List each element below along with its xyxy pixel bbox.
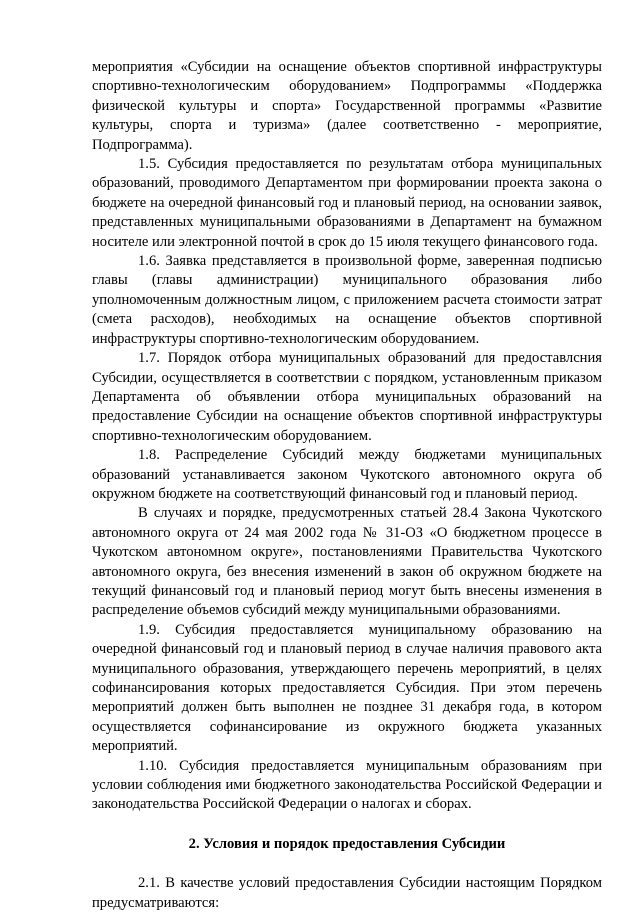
paragraph-1-8: 1.8. Распределение Субсидий между бюджетами муниципальных образований устанавливается законом Чукотского автономного округа об окружном бюджете на соответствующий финансовый год и плановый период. (92, 447, 602, 502)
section-title: 2. Условия и порядок предоставления Субсидии (188, 835, 506, 852)
paragraph-1-6: 1.6. Заявка представляется в произвольной форме, заверенная подписью главы (главы администрации) муниципального образования либо уполномоченным должностным лицом, с приложением расчета стоимости затрат (смета расходов), необходимых на оснащение объектов спортивной инфраструктуры спортивно-технологическим оборудованием. (92, 253, 602, 347)
paragraph-2-1: 2.1. В качестве условий предоставления Субсидии настоящим Порядком предусматриваются: (92, 875, 602, 911)
paragraph-intro-continued: мероприятия «Субсидии на оснащение объектов спортивной инфраструктуры спортивно-технологическим оборудованием» Подпрограммы «Поддержка физической культуры и спорта» Государственной программы «Развитие культуры, спорта и туризма» (далее соответственно - мероприятие, Подпрограмма). (92, 59, 602, 153)
paragraphs-top (92, 58, 602, 815)
paragraph-1-8-cases: В случаях и порядке, предусмотренных статьей 28.4 Закона Чукотского автономного округа от 24 мая 2002 года № 31-ОЗ «О бюджетном процессе в Чукотском автономном округе», постановлениями Правительства Чукотского автономного округа, без внесения изменений в закон об окружном бюджете на текущий финансовый год и плановый период могут быть внесены изменения в распределение объемов субсидий между муниципальными образованиями. (92, 505, 602, 619)
paragraph-1-5: 1.5. Субсидия предоставляется по результатам отбора муниципальных образований, проводимого Департаментом при формировании проекта закона о бюджете на очередной финансовый год и плановый период, на основании заявок, представленных муниципальными образованиями в Департамент на бумажном носителе или электронной почтой в срок до 15 июля текущего финансового года. (92, 156, 602, 250)
paragraph-1-10: 1.10. Субсидия предоставляется муниципальным образованиям при условии соблюдения ими бюджетного законодательства Российской Федерации и законодательства Российской Федерации о налогах и сборах. (92, 757, 602, 813)
paragraph-1-9: 1.9. Субсидия предоставляется муниципальному образованию на очередной финансовый год и плановый период в случае наличия правового акта муниципального образования, утверждающего перечень мероприятий, в целях софинансирования которых предоставляется Субсидия. При этом перечень мероприятий должен быть выполнен не позднее 31 декабря года, в котором осуществляется софинансирование из окружного бюджета указанных мероприятий. (92, 621, 602, 755)
document-page (92, 58, 602, 913)
paragraph-1-7: 1.7. Порядок отбора муниципальных образований для предоставлсния Субсидии, осуществляется в соответствии с порядком, установленным приказом Департамента об объявлении отбора муниципальных образований на предоставление Субсидии на оснащение объектов спортивной инфраструктуры спортивно-технологическим оборудованием. (92, 350, 602, 444)
paragraphs-bottom (92, 874, 602, 913)
